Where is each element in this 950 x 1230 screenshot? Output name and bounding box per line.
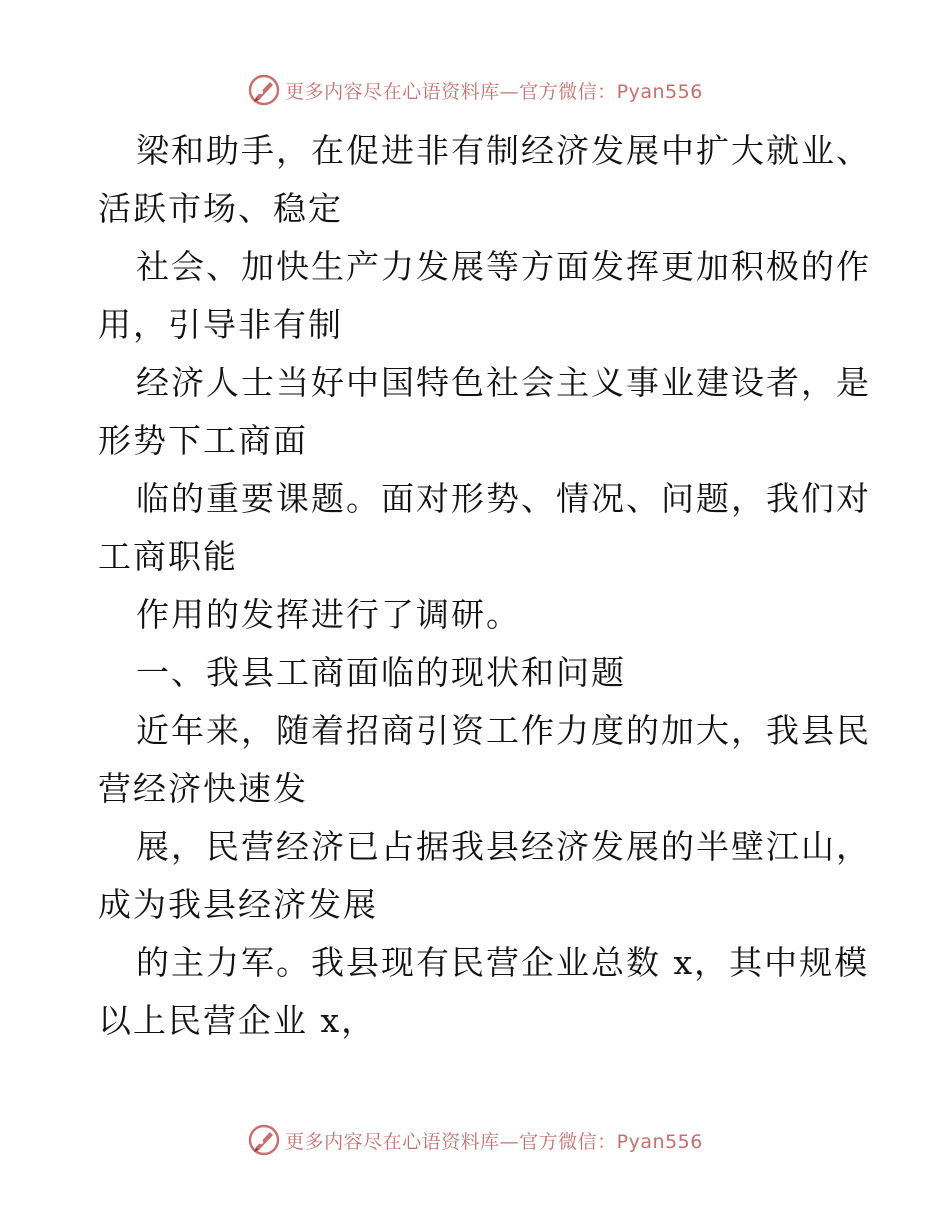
paragraph-line: 社会、加快生产力发展等方面发挥更加积极的作	[136, 247, 871, 286]
paragraph-line: 的主力军。我县现有民营企业总数 x，其中规模	[136, 943, 870, 982]
watermark-handle: Pyan556	[616, 80, 703, 103]
pen-seal-icon	[247, 73, 281, 107]
paragraph-line: 经济人士当好中国特色社会主义事业建设者，是	[136, 363, 871, 402]
paragraph-line: 形势下工商面	[98, 421, 308, 460]
paragraph-line: 成为我县经济发展	[98, 885, 378, 924]
header-watermark	[0, 70, 950, 110]
watermark-text: 更多内容尽在心语资料库—官方微信：Pyan556	[285, 80, 703, 103]
paragraph-line: 梁和助手，在促进非有制经济发展中扩大就业、	[136, 131, 871, 170]
paragraph-line: 临的重要课题。面对形势、情况、问题，我们对	[136, 479, 871, 518]
pen-seal-icon	[247, 1123, 281, 1157]
paragraph-line: 展，民营经济已占据我县经济发展的半壁江山，	[136, 827, 871, 866]
paragraph-line: 作用的发挥进行了调研。	[136, 595, 521, 634]
paragraph-line: 用，引导非有制	[98, 305, 343, 344]
paragraph-line: 活跃市场、稳定	[98, 189, 343, 228]
watermark-handle: Pyan556	[616, 1130, 703, 1153]
footer-watermark	[0, 1120, 950, 1160]
paragraph-line: 营经济快速发	[98, 769, 308, 808]
document-body	[98, 122, 871, 1050]
paragraph-line: 工商职能	[98, 537, 238, 576]
paragraph-line: 以上民营企业 x，	[98, 1001, 377, 1040]
section-heading: 一、我县工商面临的现状和问题	[136, 653, 626, 692]
paragraph-line: 近年来，随着招商引资工作力度的加大，我县民	[136, 711, 871, 750]
watermark-text: 更多内容尽在心语资料库—官方微信：Pyan556	[285, 1130, 703, 1153]
